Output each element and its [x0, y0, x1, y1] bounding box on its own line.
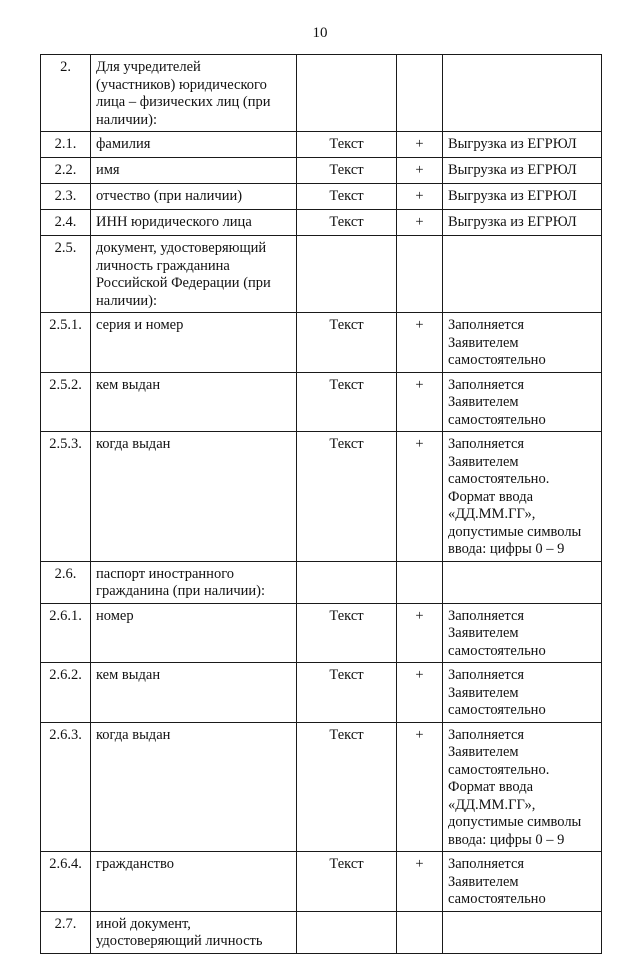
row-number: 2.6. [41, 561, 91, 603]
page-number: 10 [312, 25, 328, 41]
row-required-mark: + [397, 210, 443, 236]
row-field-type: Текст [297, 184, 397, 210]
row-required-mark: + [397, 313, 443, 373]
table-row [41, 236, 602, 313]
row-note: Выгрузка из ЕГРЮЛ [443, 132, 602, 158]
row-field-type: Текст [297, 432, 397, 562]
row-field-type [297, 561, 397, 603]
row-number: 2.4. [41, 210, 91, 236]
row-note [443, 55, 602, 132]
row-note: Выгрузка из ЕГРЮЛ [443, 158, 602, 184]
row-number: 2.6.2. [41, 663, 91, 723]
row-note: Заполняется Заявителем самостоятельно [443, 603, 602, 663]
row-field-name: отчество (при наличии) [91, 184, 297, 210]
row-note: Заполняется Заявителем самостоятельно [443, 372, 602, 432]
row-required-mark: + [397, 603, 443, 663]
row-note: Заполняется Заявителем самостоятельно. Формат ввода «ДД.ММ.ГГ», допустимые символы ввода: цифры 0 – 9 [443, 432, 602, 562]
row-field-name: Для учредителей (участников) юридического лица – физических лиц (при наличии): [91, 55, 297, 132]
table-row [41, 55, 602, 132]
row-field-type [297, 55, 397, 132]
table-row [41, 561, 602, 603]
table-row [41, 372, 602, 432]
row-field-name: когда выдан [91, 432, 297, 562]
row-required-mark: + [397, 372, 443, 432]
table-row [41, 313, 602, 373]
row-number: 2.5.1. [41, 313, 91, 373]
row-field-name: имя [91, 158, 297, 184]
row-field-type [297, 911, 397, 953]
row-note: Выгрузка из ЕГРЮЛ [443, 210, 602, 236]
row-note: Заполняется Заявителем самостоятельно [443, 663, 602, 723]
row-number: 2.5. [41, 236, 91, 313]
row-field-type: Текст [297, 663, 397, 723]
row-required-mark [397, 55, 443, 132]
row-note: Заполняется Заявителем самостоятельно. Формат ввода «ДД.ММ.ГГ», допустимые символы ввода: цифры 0 – 9 [443, 722, 602, 852]
row-note [443, 911, 602, 953]
table-row [41, 184, 602, 210]
row-field-type: Текст [297, 210, 397, 236]
row-field-name: гражданство [91, 852, 297, 912]
row-field-name: серия и номер [91, 313, 297, 373]
row-required-mark: + [397, 852, 443, 912]
table-row [41, 603, 602, 663]
row-field-name: кем выдан [91, 372, 297, 432]
row-field-type: Текст [297, 132, 397, 158]
row-note [443, 561, 602, 603]
row-number: 2.3. [41, 184, 91, 210]
row-number: 2.7. [41, 911, 91, 953]
row-field-name: иной документ, удостоверяющий личность [91, 911, 297, 953]
row-field-name: номер [91, 603, 297, 663]
row-field-name: документ, удостоверяющий личность гражданина Российской Федерации (при наличии): [91, 236, 297, 313]
row-required-mark: + [397, 158, 443, 184]
row-number: 2.5.2. [41, 372, 91, 432]
row-field-type [297, 236, 397, 313]
row-required-mark: + [397, 722, 443, 852]
row-number: 2.2. [41, 158, 91, 184]
row-field-type: Текст [297, 603, 397, 663]
table-row [41, 663, 602, 723]
row-field-name: ИНН юридического лица [91, 210, 297, 236]
row-number: 2.6.4. [41, 852, 91, 912]
row-required-mark [397, 236, 443, 313]
row-required-mark [397, 561, 443, 603]
row-field-type: Текст [297, 313, 397, 373]
row-field-name: фамилия [91, 132, 297, 158]
requirements-table [40, 54, 602, 954]
row-note: Заполняется Заявителем самостоятельно [443, 313, 602, 373]
table-row [41, 132, 602, 158]
table-row [41, 158, 602, 184]
row-required-mark [397, 911, 443, 953]
row-note [443, 236, 602, 313]
row-field-type: Текст [297, 372, 397, 432]
row-note: Заполняется Заявителем самостоятельно [443, 852, 602, 912]
row-number: 2.5.3. [41, 432, 91, 562]
row-number: 2.6.3. [41, 722, 91, 852]
row-required-mark: + [397, 184, 443, 210]
table-row [41, 911, 602, 953]
row-field-name: кем выдан [91, 663, 297, 723]
table-row [41, 210, 602, 236]
table-row [41, 722, 602, 852]
row-field-name: паспорт иностранного гражданина (при наличии): [91, 561, 297, 603]
table-row [41, 432, 602, 562]
row-required-mark: + [397, 432, 443, 562]
row-number: 2.1. [41, 132, 91, 158]
row-required-mark: + [397, 663, 443, 723]
row-field-type: Текст [297, 158, 397, 184]
row-field-type: Текст [297, 722, 397, 852]
row-number: 2. [41, 55, 91, 132]
row-note: Выгрузка из ЕГРЮЛ [443, 184, 602, 210]
row-field-type: Текст [297, 852, 397, 912]
row-number: 2.6.1. [41, 603, 91, 663]
table-row [41, 852, 602, 912]
row-field-name: когда выдан [91, 722, 297, 852]
row-required-mark: + [397, 132, 443, 158]
